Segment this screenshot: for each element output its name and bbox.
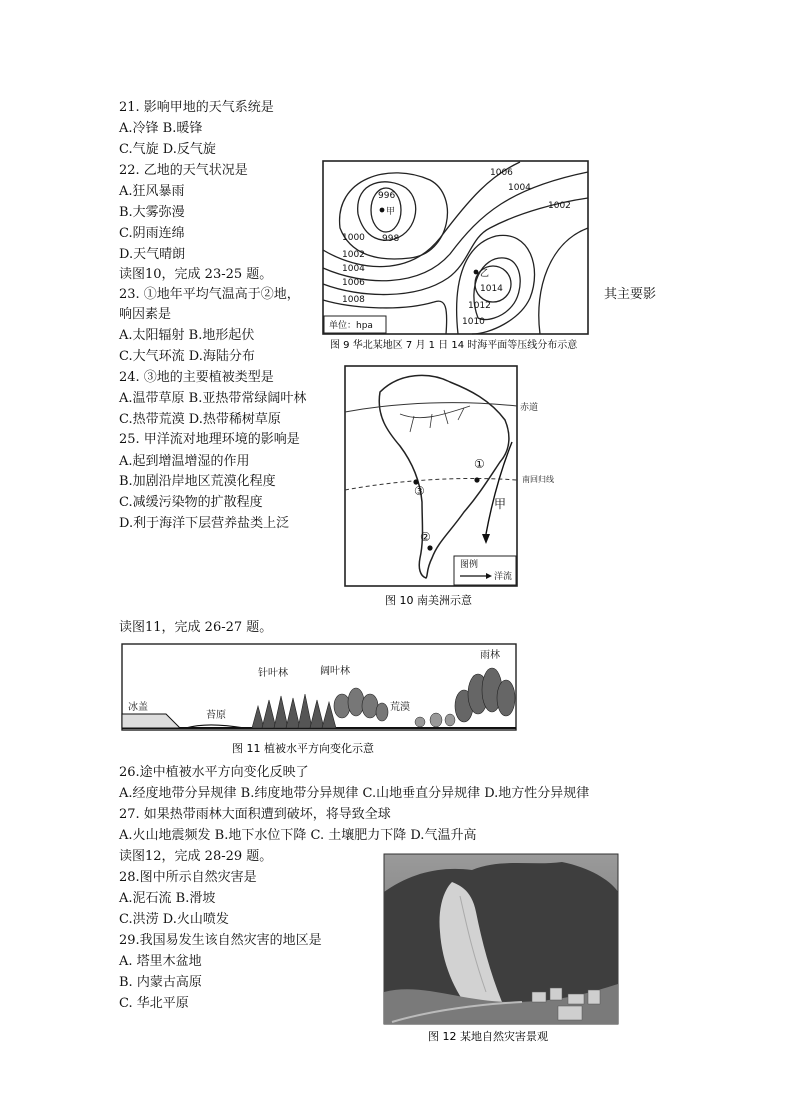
point-2: [427, 545, 432, 550]
label-1006b: 1006: [490, 168, 513, 178]
label-jia: 甲: [494, 497, 507, 511]
q23-stem-tail: 其主要影: [604, 287, 657, 302]
q25-option-b: B.加剧沿岸地区荒漠化程度: [119, 474, 276, 489]
q26-options: A.经度地带分异规律 B.纬度地带分异规律 C.山地垂直分异规律 D.地方性分异规律: [119, 786, 590, 801]
fig11-vegetation-transect: [120, 640, 520, 758]
q28-stem: 28.图中所示自然灾害是: [119, 870, 257, 885]
label-desert: 荒漠: [390, 702, 410, 713]
label-1000: 1000: [342, 233, 365, 243]
q21-options-1: A.冷锋 B.暖锋: [119, 121, 203, 136]
equator-label: 赤道: [520, 403, 539, 413]
fig11-caption: 图 11 植被水平方向变化示意: [232, 742, 374, 755]
q23-stem: 23. ①地年平均气温高于②地，: [119, 287, 300, 302]
marker-3: ③: [414, 484, 425, 498]
label-1004a: 1004: [342, 264, 365, 274]
label-1012: 1012: [468, 301, 491, 311]
read-fig10: 读图10，完成 23-25 题。: [119, 267, 273, 282]
marker-1: ①: [474, 457, 485, 471]
q21-stem: 21. 影响甲地的天气系统是: [119, 100, 274, 115]
fig9-unit: 单位：hpa: [329, 321, 373, 331]
read-fig12: 读图12，完成 28-29 题。: [119, 849, 273, 864]
q26-stem: 26.途中植被水平方向变化反映了: [119, 765, 309, 780]
q23-options-2: C.大气环流 D.海陆分布: [119, 349, 255, 364]
q27-options: A.火山地震频发 B.地下水位下降 C. 土壤肥力下降 D.气温升高: [119, 828, 477, 843]
q22-stem: 22. 乙地的天气状况是: [119, 163, 248, 178]
q25-option-a: A.起到增温增湿的作用: [119, 454, 250, 469]
q22-option-a: A.狂风暴雨: [119, 184, 185, 199]
label-broadleaf: 阔叶林: [320, 666, 350, 677]
q25-option-c: C.减缓污染物的扩散程度: [119, 495, 263, 510]
label-1004b: 1004: [508, 183, 531, 193]
legend-item: 洋流: [494, 572, 513, 582]
q25-option-d: D.利于海洋下层营养盐类上泛: [119, 516, 290, 531]
q23-options-1: A.太阳辐射 B.地形起伏: [119, 328, 255, 343]
q22-option-b: B.大雾弥漫: [119, 205, 185, 220]
label-1014: 1014: [480, 284, 503, 294]
q29-stem: 29.我国易发生该自然灾害的地区是: [119, 933, 322, 948]
label-conifer: 针叶林: [258, 668, 288, 679]
q27-stem: 27. 如果热带雨林大面积遭到破坏，将导致全球: [119, 807, 391, 822]
q28-options-1: A.泥石流 B.滑坡: [119, 891, 216, 906]
q22-option-c: C.阴雨连绵: [119, 226, 185, 241]
label-yi: 乙: [480, 269, 490, 279]
marker-2: ②: [420, 530, 431, 544]
q28-options-2: C.洪涝 D.火山喷发: [119, 912, 229, 927]
read-fig11: 读图11，完成 26-27 题。: [119, 620, 273, 635]
label-1002a: 1002: [342, 250, 365, 260]
label-rainforest: 雨林: [480, 650, 500, 661]
q29-option-a: A. 塔里木盆地: [119, 954, 202, 969]
q24-stem: 24. ③地的主要植被类型是: [119, 370, 274, 385]
q29-option-b: B. 内蒙古高原: [119, 975, 202, 990]
point-yi: [474, 270, 479, 275]
q29-option-c: C. 华北平原: [119, 996, 189, 1011]
q24-options-1: A.温带草原 B.亚热带常绿阔叶林: [119, 391, 307, 406]
label-996: 996: [378, 191, 396, 201]
legend-title: 图例: [460, 560, 479, 570]
q25-stem: 25. 甲洋流对地理环境的影响是: [119, 432, 300, 447]
point-jia: [380, 208, 385, 213]
point-1: [474, 477, 479, 482]
q22-option-d: D.天气晴朗: [119, 247, 186, 262]
q21-options-2: C.气旋 D.反气旋: [119, 142, 216, 157]
label-998: 998: [382, 234, 400, 244]
label-1006a: 1006: [342, 278, 365, 288]
label-1002b: 1002: [548, 201, 571, 211]
fig12-caption: 图 12 某地自然灾害景观: [428, 1030, 548, 1043]
fig9-isobar-map: [320, 158, 592, 354]
fig10-caption: 图 10 南美洲示意: [385, 594, 472, 607]
fig12-landslide-photo: [382, 852, 620, 1048]
q24-options-2: C.热带荒漠 D.热带稀树草原: [119, 412, 281, 427]
label-1010: 1010: [462, 317, 485, 327]
label-jia: 甲: [386, 207, 396, 217]
label-tundra: 苔原: [206, 710, 226, 721]
q23-stem-cont: 响因素是: [119, 307, 172, 322]
fig9-caption: 图 9 华北某地区 7 月 1 日 14 时海平面等压线分布示意: [330, 340, 578, 351]
label-1008: 1008: [342, 295, 365, 305]
fig10-south-america-map: [340, 362, 580, 610]
tropic-label: 南回归线: [522, 475, 554, 484]
label-ice: 冰盖: [128, 702, 148, 713]
